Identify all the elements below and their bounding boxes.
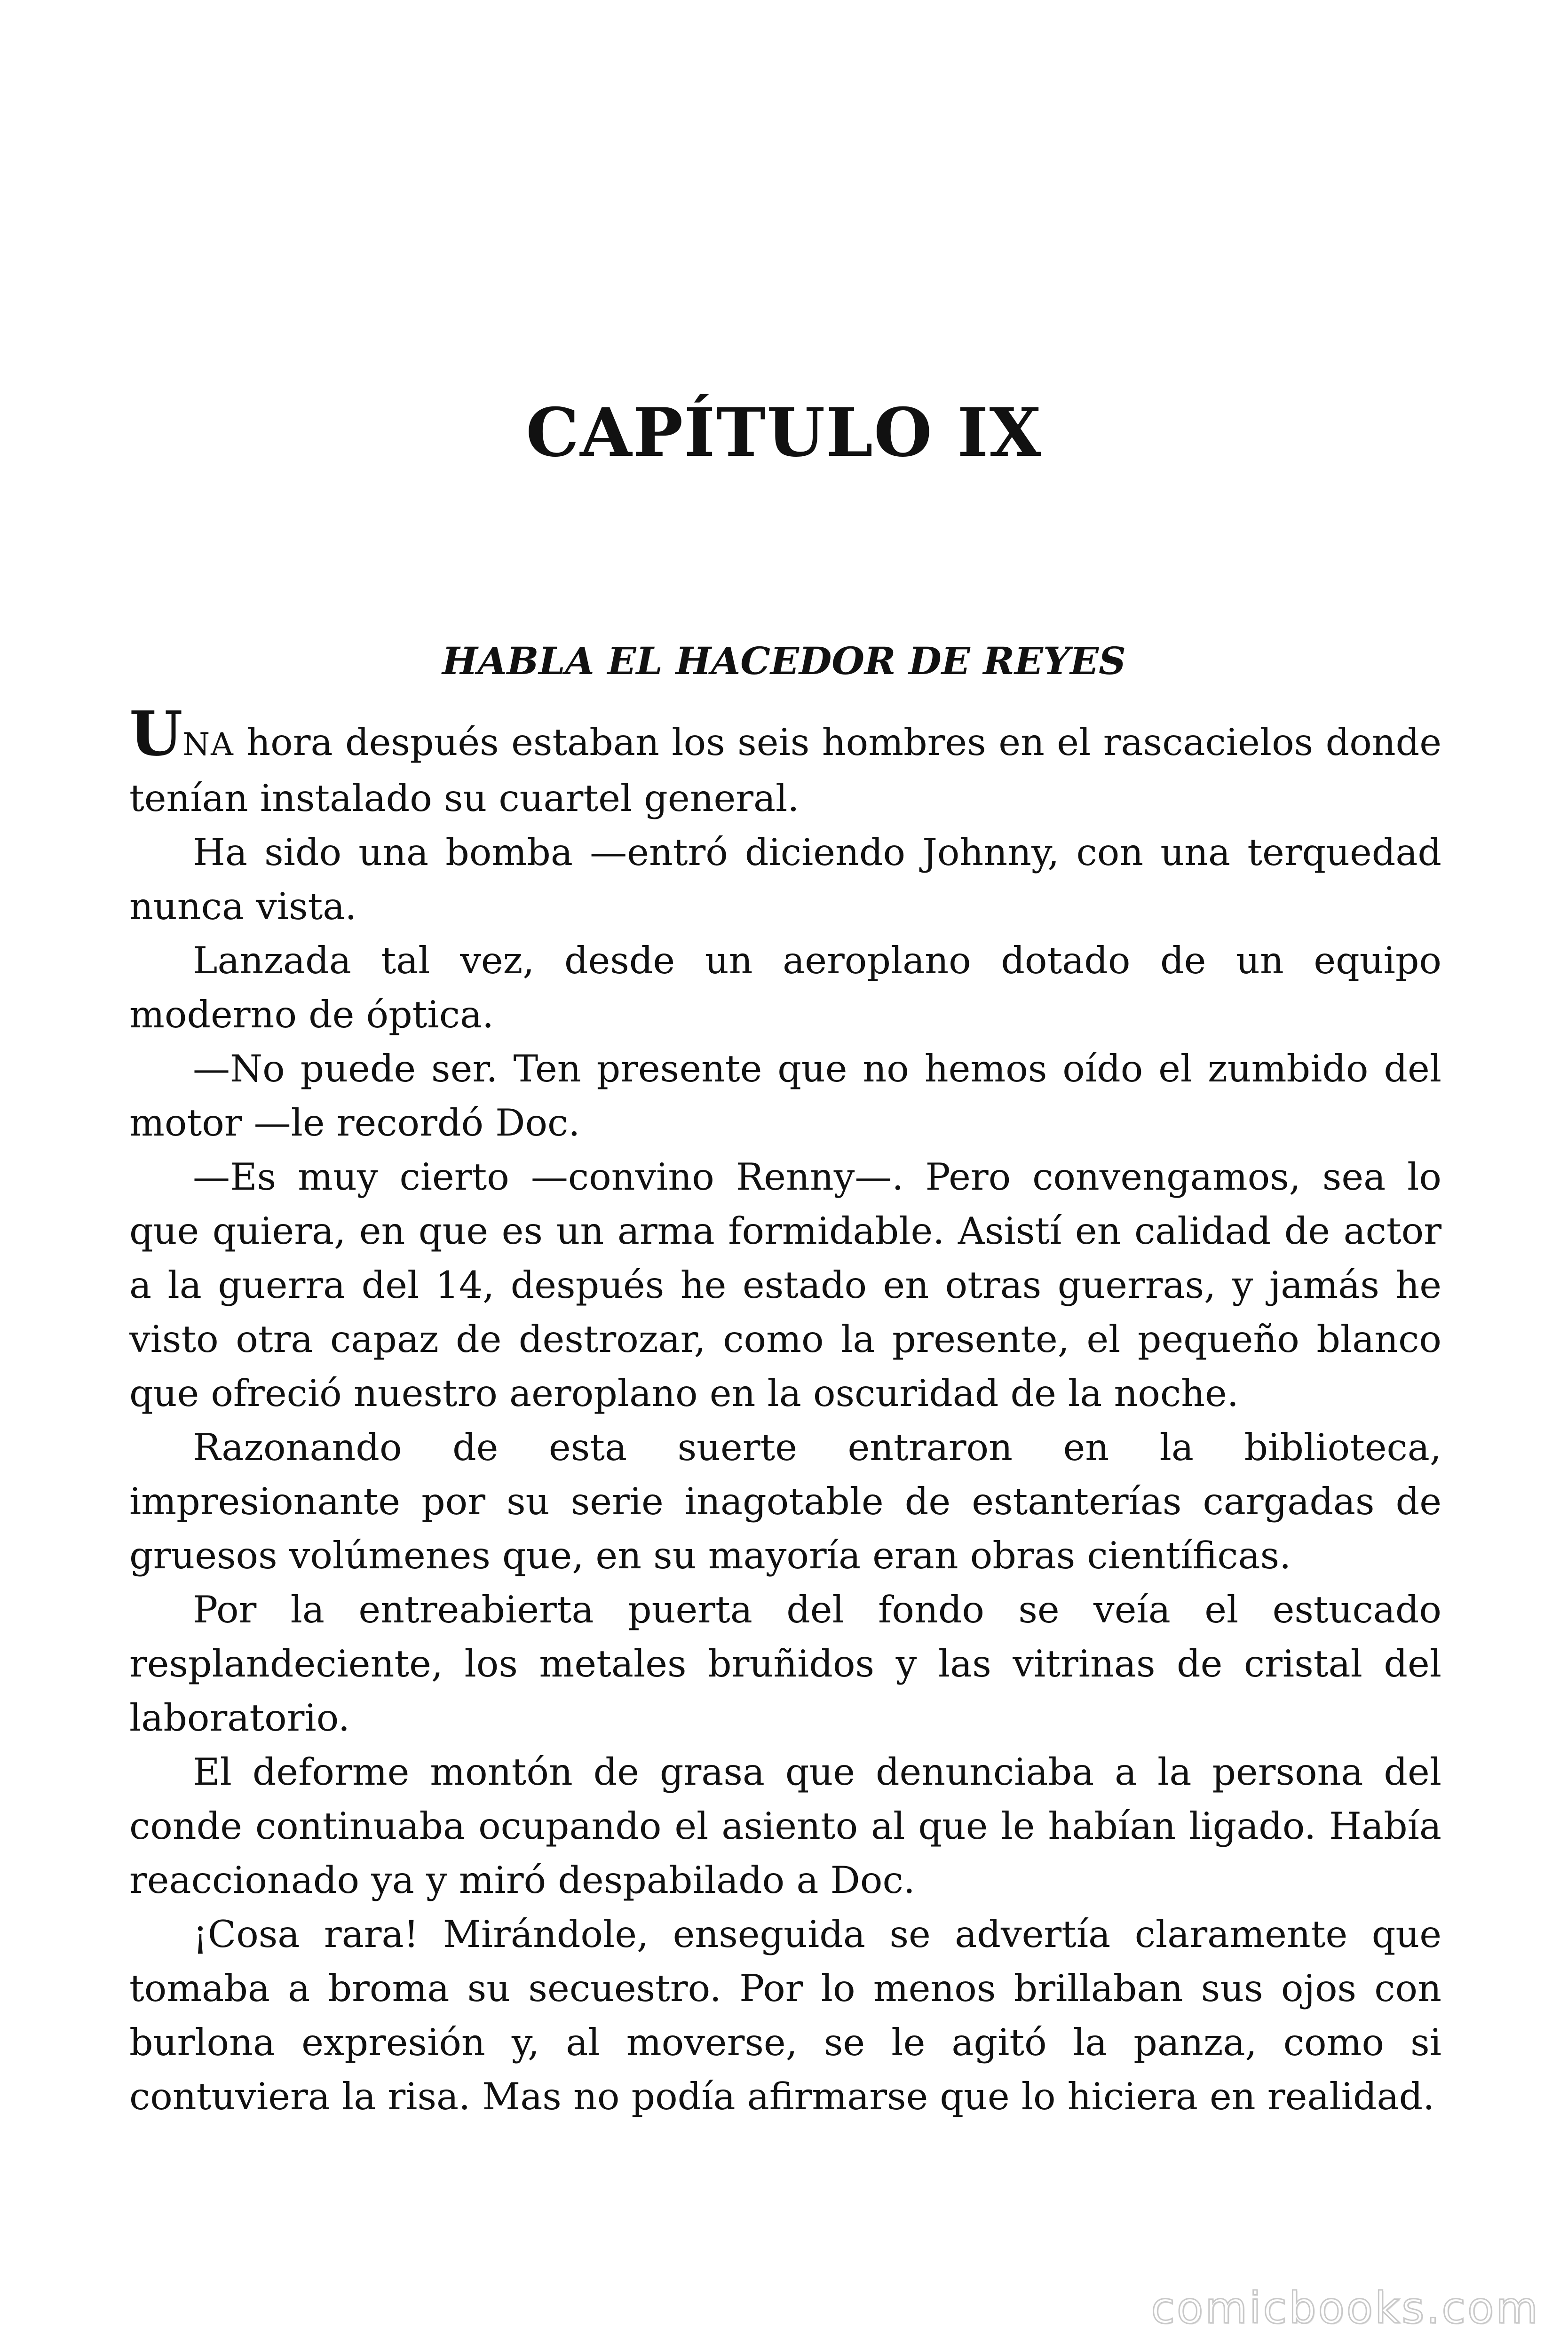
paragraph-3: Lanzada tal vez, desde un aeroplano dotado de un equipo moderno de óptica. (129, 939, 1441, 1036)
chapter-title: CAPÍTULO IX (526, 394, 1042, 472)
paragraph-5: —Es muy cierto —convino Renny—. Pero convengamos, sea lo que quiera, en que es un arma formidable. Asistí en calidad de actor a la guerra del 14, después he estado en otras guerras, y jamás he visto otra capaz de destrozar, como la presente, el pequeño blanco que ofreció nuestro aeroplano en la oscuridad de la noche. (129, 1155, 1441, 1415)
drop-cap: U (129, 698, 183, 770)
paragraph-text: hora después estaban los seis hombres en el rascacielos donde tenían instalado su cuartel general. (129, 721, 1441, 820)
paragraph-4: —No puede ser. Ten presente que no hemos oído el zumbido del motor —le recordó Doc. (129, 1047, 1441, 1144)
paragraph-8: El deforme montón de grasa que denunciaba a la persona del conde continuaba ocupando el asiento al que le habían ligado. Había reaccionado ya y miró despabilado a Doc. (129, 1750, 1441, 1902)
paragraph-7: Por la entreabierta puerta del fondo se veía el estucado resplandeciente, los metales bruñidos y las vitrinas de cristal del laboratorio. (129, 1588, 1441, 1740)
chapter-body (129, 698, 1441, 2124)
chapter-subtitle: HABLA EL HACEDOR DE REYES (442, 639, 1126, 683)
paragraph-9: ¡Cosa rara! Mirándole, enseguida se advertía claramente que tomaba a broma su secuestro. Por lo menos brillaban sus ojos con burlona expresión y, al moverse, se le agitó la panza, como si contuviera la risa. Mas no podía afirmarse que lo hiciera en realidad. (129, 1913, 1441, 2118)
small-caps-lead: NA (182, 726, 234, 763)
paragraph-2: Ha sido una bomba —entró diciendo Johnny, con una terquedad nunca vista. (129, 831, 1441, 928)
watermark: comicbooks.com (1151, 2283, 1540, 2333)
paragraph-6: Razonando de esta suerte entraron en la biblioteca, impresionante por su serie inagotable de estanterías cargadas de gruesos volúmenes que, en su mayoría eran obras científicas. (129, 1426, 1441, 1577)
paragraph-1 (129, 698, 1441, 826)
